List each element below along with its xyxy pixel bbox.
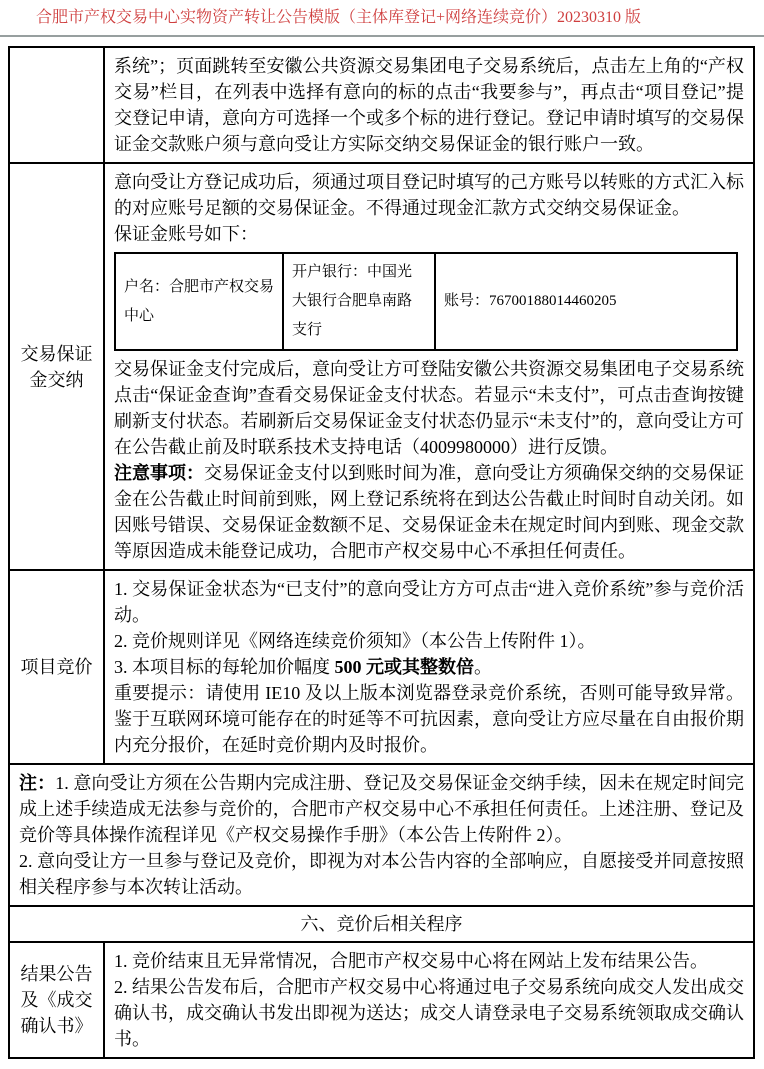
- account-bank-cell: 开户银行：中国光大银行合肥阜南路支行: [283, 253, 435, 350]
- deposit-intro-text: 意向受让方登记成功后，须通过项目登记时填写的己方账号以转账的方式汇入标的对应账号足额的交易保证金。不得通过现金汇款方式交纳交易保证金。: [114, 172, 744, 218]
- registration-continued-text: 系统”；页面跳转至安徽公共资源交易集团电子交易系统后，点击左上角的“产权交易”栏目，在列表中选择有意向的标的点击“我要参与”，再点击“项目登记”提交登记申请，意向方可选择一个或多个标的进行登记。登记申请时填写的交易保证金交款账户须与意向受让方实际交纳交易保证金的银行账户一致。: [114, 56, 744, 154]
- bidding-item-3-suffix: 。: [474, 657, 492, 677]
- deposit-status-text: 交易保证金支付完成后，意向受让方可登陆安徽公共资源交易集团电子交易系统点击“保证金查询”查看交易保证金支付状态。若显示“未支付”，可点击查询按键刷新支付状态。若刷新后交易保证金支付状态仍显示“未支付”的，意向受让方可在公告截止前及时联系技术支持电话（4009980000）进行反馈。: [114, 359, 744, 457]
- table-row-bidding: [9, 570, 754, 764]
- bidding-content-cell: [104, 570, 754, 764]
- result-content-cell: [104, 942, 754, 1058]
- section-title: 六、竞价后相关程序: [9, 906, 754, 942]
- bidding-row-label: 项目竞价: [9, 570, 104, 764]
- table-row-result: [9, 942, 754, 1058]
- bidding-item-1: 1. 交易保证金状态为“已支付”的意向受让方方可点击“进入竞价系统”参与竞价活动。: [114, 579, 744, 625]
- deposit-notice-text: 交易保证金支付以到账时间为准，意向受让方须确保交纳的交易保证金在公告截止时间前到账，网上登记系统将在到达公告截止时间时自动关闭。如因账号错误、交易保证金数额不足、交易保证金未在规定时间内到账、现金交款等原因造成未能登记成功，合肥市产权交易中心不承担任何责任。: [114, 463, 744, 561]
- table-row-registration-continued: [9, 47, 754, 163]
- bidding-increment-value: 500 元或其整数倍: [334, 657, 474, 677]
- account-number-cell: 账号：76700188014460205: [435, 253, 737, 350]
- deposit-notice-label: 注意事项：: [114, 463, 204, 483]
- registration-label-cell-empty: [9, 47, 104, 163]
- notes-item-2: 2. 意向受让方一旦参与登记及竞价，即视为对本公告内容的全部响应，自愿接受并同意按照相关程序参与本次转让活动。: [19, 851, 744, 897]
- deposit-account-heading: 保证金账号如下：: [114, 224, 258, 244]
- table-row-section-header: [9, 906, 754, 942]
- deposit-account-row: [115, 253, 737, 350]
- table-row-notes: [9, 764, 754, 906]
- notes-paragraph-1: [19, 770, 744, 848]
- result-item-1: 1. 竞价结束且无异常情况，合肥市产权交易中心将在网站上发布结果公告。: [114, 951, 708, 971]
- notes-label: 注：: [19, 773, 56, 793]
- result-row-label: 结果公告及《成交确认书》: [9, 942, 104, 1058]
- notes-item-1: 1. 意向受让方须在公告期内完成注册、登记及交易保证金交纳手续，因未在规定时间完成上述手续造成无法参与竞价的，合肥市产权交易中心不承担任何责任。上述注册、登记及竞价等具体操作流程详见《产权交易操作手册》（本公告上传附件 2）。: [19, 773, 745, 845]
- registration-continued-cell: [104, 47, 754, 163]
- document-header: [0, 0, 764, 37]
- account-holder-cell: 户名：合肥市产权交易中心: [115, 253, 283, 350]
- bidding-item-3-prefix: 3. 本项目标的每轮加价幅度: [114, 657, 335, 677]
- announcement-table: [8, 46, 755, 1059]
- bidding-item-2: 2. 竞价规则详见《网络连续竞价须知》（本公告上传附件 1）。: [114, 631, 596, 651]
- deposit-row-label: 交易保证金交纳: [9, 163, 104, 570]
- deposit-account-table: [114, 252, 738, 351]
- notes-cell: [9, 764, 754, 906]
- deposit-notice-paragraph: [114, 460, 744, 564]
- table-row-deposit: [9, 163, 754, 570]
- bidding-tip-text: 重要提示：请使用 IE10 及以上版本浏览器登录竞价系统，否则可能导致异常。鉴于互联网环境可能存在的时延等不可抗因素，意向受让方应尽量在自由报价期内充分报价，在延时竞价期内及时报价。: [114, 683, 744, 755]
- bidding-item-3: [114, 654, 744, 680]
- document-header-title: 合肥市产权交易中心实物资产转让公告模版（主体库登记+网络连续竞价）20230310 版: [36, 9, 642, 26]
- deposit-content-cell: [104, 163, 754, 570]
- result-item-2: 2. 结果公告发布后，合肥市产权交易中心将通过电子交易系统向成交人发出成交确认书，成交确认书发出即视为送达；成交人请登录电子交易系统领取成交确认书。: [114, 977, 744, 1049]
